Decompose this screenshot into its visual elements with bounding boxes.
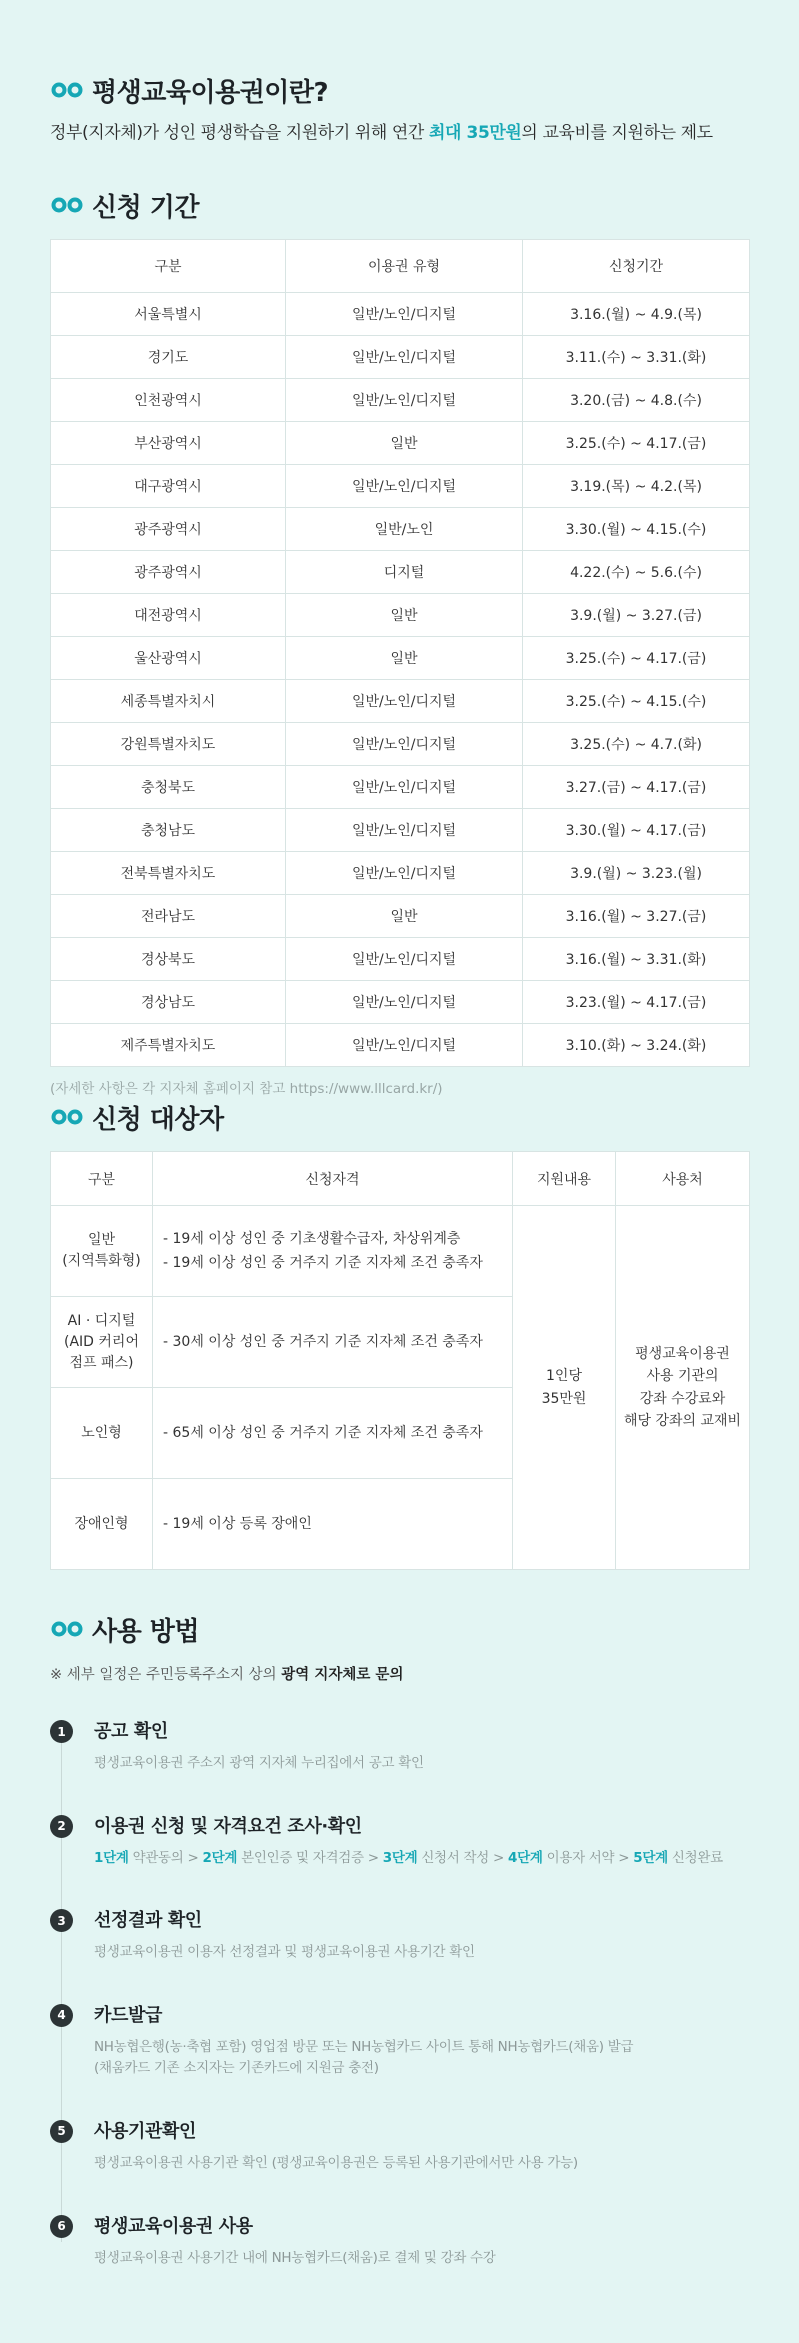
step-item bbox=[50, 1720, 750, 1775]
table-cell: 3.16.(월) ~ 3.31.(화) bbox=[523, 938, 750, 981]
step-number: 2 bbox=[50, 1815, 73, 1838]
table-cell: 3.9.(월) ~ 3.23.(월) bbox=[523, 852, 750, 895]
step-description bbox=[94, 1848, 750, 1870]
table-cell: 대전광역시 bbox=[51, 594, 286, 637]
intro-section bbox=[50, 70, 750, 143]
table-row bbox=[51, 551, 750, 594]
stage-label: 1단계 bbox=[94, 1849, 129, 1866]
table-row bbox=[51, 981, 750, 1024]
table-cell: 3.10.(화) ~ 3.24.(화) bbox=[523, 1024, 750, 1067]
step-item bbox=[50, 1815, 750, 1870]
table-cell: 3.11.(수) ~ 3.31.(화) bbox=[523, 336, 750, 379]
qualification-line: - 19세 이상 성인 중 거주지 기준 지자체 조건 충족자 bbox=[163, 1255, 483, 1271]
step-description bbox=[94, 2037, 750, 2080]
table-cell: 세종특별자치시 bbox=[51, 680, 286, 723]
qualification-cell bbox=[153, 1206, 513, 1297]
table-cell: 일반/노인/디지털 bbox=[286, 293, 523, 336]
table-cell: 4.22.(수) ~ 5.6.(수) bbox=[523, 551, 750, 594]
target-table bbox=[50, 1151, 750, 1570]
usage-line: 강좌 수강료와 bbox=[639, 1390, 726, 1407]
table-cell: 일반/노인/디지털 bbox=[286, 809, 523, 852]
qualification-line: - 65세 이상 성인 중 거주지 기준 지자체 조건 충족자 bbox=[163, 1424, 483, 1441]
table-cell: 3.20.(금) ~ 4.8.(수) bbox=[523, 379, 750, 422]
table-cell: 3.9.(월) ~ 3.27.(금) bbox=[523, 594, 750, 637]
table-cell: 충청북도 bbox=[51, 766, 286, 809]
table-cell: 일반/노인/디지털 bbox=[286, 680, 523, 723]
table-cell: 대구광역시 bbox=[51, 465, 286, 508]
step-description bbox=[94, 2153, 750, 2175]
step-description-line: 평생교육이용권 사용기간 내에 NH농협카드(채움)로 결제 및 강좌 수강 bbox=[94, 2249, 496, 2266]
table-row bbox=[51, 336, 750, 379]
category-cell bbox=[51, 1479, 153, 1570]
step-number: 5 bbox=[50, 2120, 73, 2143]
support-line: 35만원 bbox=[541, 1390, 587, 1407]
table-row bbox=[51, 766, 750, 809]
target-section bbox=[50, 1097, 750, 1570]
stage-text: 이용자 서약 > bbox=[542, 1849, 634, 1866]
qualification-line: - 30세 이상 성인 중 거주지 기준 지자체 조건 충족자 bbox=[163, 1333, 483, 1350]
table-cell: 광주광역시 bbox=[51, 551, 286, 594]
category-cell bbox=[51, 1297, 153, 1388]
step-title: 카드발급 bbox=[94, 2004, 162, 2026]
infinity-icon bbox=[50, 82, 84, 98]
table-row bbox=[51, 379, 750, 422]
table-cell: 3.23.(월) ~ 4.17.(금) bbox=[523, 981, 750, 1024]
target-header: 신청자격 bbox=[153, 1152, 513, 1206]
table-cell: 서울특별시 bbox=[51, 293, 286, 336]
table-row bbox=[51, 809, 750, 852]
step-title: 이용권 신청 및 자격요건 조사·확인 bbox=[94, 1815, 362, 1837]
step-number: 4 bbox=[50, 2004, 73, 2027]
table-cell: 인천광역시 bbox=[51, 379, 286, 422]
table-cell: 일반 bbox=[286, 637, 523, 680]
category-line: AI · 디지털 bbox=[67, 1312, 136, 1329]
category-line: 장애인형 bbox=[74, 1515, 129, 1532]
qualification-line: - 19세 이상 등록 장애인 bbox=[163, 1515, 312, 1532]
category-line: 일반 bbox=[87, 1232, 116, 1248]
stage-text: 신청완료 bbox=[667, 1849, 723, 1866]
stage-label: 3단계 bbox=[382, 1849, 418, 1866]
step-number: 1 bbox=[50, 1720, 73, 1743]
step-number: 3 bbox=[50, 1909, 73, 1932]
category-line: (AID 커리어 bbox=[64, 1333, 139, 1350]
table-cell: 강원특별자치도 bbox=[51, 723, 286, 766]
table-row bbox=[51, 594, 750, 637]
table-cell: 전라남도 bbox=[51, 895, 286, 938]
infinity-icon bbox=[50, 197, 84, 213]
table-cell: 3.30.(월) ~ 4.17.(금) bbox=[523, 809, 750, 852]
step-description-line: (채움카드 기존 소지자는 기존카드에 지원금 충전) bbox=[94, 2060, 379, 2077]
step-title: 평생교육이용권 사용 bbox=[94, 2215, 253, 2237]
table-row bbox=[51, 852, 750, 895]
table-cell: 3.25.(수) ~ 4.15.(수) bbox=[523, 680, 750, 723]
table-cell: 울산광역시 bbox=[51, 637, 286, 680]
table-cell: 일반 bbox=[286, 895, 523, 938]
table-cell: 3.30.(월) ~ 4.15.(수) bbox=[523, 508, 750, 551]
step-item bbox=[50, 1909, 750, 1964]
category-line: 점프 패스) bbox=[69, 1354, 134, 1371]
step-description-line: NH농협은행(농·축협 포함) 영업점 방문 또는 NH농협카드 사이트 통해 NH농협카드(채움) 발급 bbox=[94, 2038, 634, 2055]
period-note: (자세한 사항은 각 지자체 홈페이지 참고 https://www.lllcard.kr/) bbox=[50, 1081, 443, 1097]
table-cell: 3.25.(수) ~ 4.17.(금) bbox=[523, 637, 750, 680]
step-title: 선정결과 확인 bbox=[94, 1910, 202, 1932]
table-row bbox=[51, 1206, 750, 1297]
table-cell: 일반/노인/디지털 bbox=[286, 336, 523, 379]
table-cell: 부산광역시 bbox=[51, 422, 286, 465]
table-cell: 일반/노인/디지털 bbox=[286, 938, 523, 981]
qualification-cell bbox=[153, 1479, 513, 1570]
infinity-icon bbox=[50, 1621, 84, 1637]
step-item bbox=[50, 2120, 750, 2175]
usage-line: 평생교육이용권 bbox=[635, 1345, 730, 1362]
step-number: 6 bbox=[50, 2215, 73, 2238]
step-description-line: 평생교육이용권 주소지 광역 지자체 누리집에서 공고 확인 bbox=[94, 1755, 424, 1771]
table-cell: 경상북도 bbox=[51, 938, 286, 981]
intro-title: 평생교육이용권이란? bbox=[92, 77, 329, 108]
table-cell: 경상남도 bbox=[51, 981, 286, 1024]
step-title: 사용기관확인 bbox=[94, 2120, 196, 2142]
table-cell: 일반/노인/디지털 bbox=[286, 981, 523, 1024]
target-title: 신청 대상자 bbox=[92, 1104, 224, 1135]
category-line: 노인형 bbox=[81, 1424, 122, 1441]
table-cell: 일반/노인/디지털 bbox=[286, 852, 523, 895]
table-cell: 3.19.(목) ~ 4.2.(목) bbox=[523, 465, 750, 508]
step-item bbox=[50, 2004, 750, 2080]
stage-label: 4단계 bbox=[508, 1849, 543, 1866]
step-item bbox=[50, 2215, 750, 2270]
target-header: 지원내용 bbox=[513, 1152, 616, 1206]
infinity-icon bbox=[50, 1109, 84, 1125]
period-header: 이용권 유형 bbox=[286, 240, 523, 293]
stage-label: 5단계 bbox=[633, 1849, 668, 1866]
usage-line: 해당 강좌의 교재비 bbox=[623, 1412, 742, 1429]
stage-text: 신청서 작성 > bbox=[417, 1849, 509, 1866]
stage-text: 약관동의 > bbox=[128, 1849, 203, 1866]
period-section bbox=[50, 185, 750, 1097]
table-row bbox=[51, 938, 750, 981]
usage-cell bbox=[616, 1206, 750, 1570]
table-cell: 일반 bbox=[286, 422, 523, 465]
target-header: 사용처 bbox=[616, 1152, 750, 1206]
table-row bbox=[51, 680, 750, 723]
table-row bbox=[51, 508, 750, 551]
period-table bbox=[50, 239, 750, 1067]
usage-title: 사용 방법 bbox=[92, 1616, 200, 1647]
intro-description: 정부(지자체)가 성인 평생학습을 지원하기 위해 연간 최대 35만원의 교육비를 지원하는 제도 bbox=[50, 123, 713, 143]
table-cell: 충청남도 bbox=[51, 809, 286, 852]
table-row bbox=[51, 422, 750, 465]
table-cell: 3.25.(수) ~ 4.7.(화) bbox=[523, 723, 750, 766]
qualification-line: - 19세 이상 성인 중 기초생활수급자, 차상위계층 bbox=[163, 1230, 461, 1247]
table-cell: 3.25.(수) ~ 4.17.(금) bbox=[523, 422, 750, 465]
table-cell: 3.16.(월) ~ 3.27.(금) bbox=[523, 895, 750, 938]
category-cell bbox=[51, 1388, 153, 1479]
table-cell: 일반/노인/디지털 bbox=[286, 1024, 523, 1067]
category-line: (지역특화형) bbox=[62, 1253, 141, 1269]
table-cell: 전북특별자치도 bbox=[51, 852, 286, 895]
table-row bbox=[51, 895, 750, 938]
table-cell: 일반 bbox=[286, 594, 523, 637]
step-description-line: 평생교육이용권 이용자 선정결과 및 평생교육이용권 사용기간 확인 bbox=[94, 1944, 475, 1961]
period-header: 신청기간 bbox=[523, 240, 750, 293]
table-cell: 디지털 bbox=[286, 551, 523, 594]
stage-text: 본인인증 및 자격검증 > bbox=[237, 1849, 383, 1866]
step-description bbox=[94, 1942, 750, 1964]
table-row bbox=[51, 293, 750, 336]
target-header: 구분 bbox=[51, 1152, 153, 1206]
step-title: 공고 확인 bbox=[94, 1721, 168, 1742]
usage-notice: ※ 세부 일정은 주민등록주소지 상의 광역 지자체로 문의 bbox=[50, 1667, 404, 1683]
steps-list bbox=[50, 1720, 750, 2269]
step-description-line: 평생교육이용권 사용기관 확인 (평생교육이용권은 등록된 사용기관에서만 사용 가능) bbox=[94, 2154, 578, 2171]
table-cell: 일반/노인/디지털 bbox=[286, 766, 523, 809]
table-row bbox=[51, 637, 750, 680]
table-row bbox=[51, 465, 750, 508]
stage-label: 2단계 bbox=[202, 1849, 238, 1866]
table-cell: 3.27.(금) ~ 4.17.(금) bbox=[523, 766, 750, 809]
table-cell: 일반/노인/디지털 bbox=[286, 723, 523, 766]
usage-section bbox=[50, 1609, 750, 2269]
period-header: 구분 bbox=[51, 240, 286, 293]
qualification-cell bbox=[153, 1388, 513, 1479]
table-cell: 일반/노인 bbox=[286, 508, 523, 551]
table-cell: 경기도 bbox=[51, 336, 286, 379]
qualification-cell bbox=[153, 1297, 513, 1388]
step-description bbox=[94, 1753, 750, 1775]
table-cell: 일반/노인/디지털 bbox=[286, 465, 523, 508]
table-cell: 광주광역시 bbox=[51, 508, 286, 551]
intro-highlight: 최대 35만원 bbox=[428, 123, 522, 143]
table-row bbox=[51, 1024, 750, 1067]
usage-line: 사용 기관의 bbox=[646, 1368, 719, 1385]
table-cell: 3.16.(월) ~ 4.9.(목) bbox=[523, 293, 750, 336]
period-title: 신청 기간 bbox=[92, 192, 200, 223]
step-description bbox=[94, 2248, 750, 2270]
support-line: 1인당 bbox=[546, 1368, 582, 1385]
category-cell bbox=[51, 1206, 153, 1297]
support-cell bbox=[513, 1206, 616, 1570]
table-row bbox=[51, 723, 750, 766]
table-cell: 제주특별자치도 bbox=[51, 1024, 286, 1067]
table-cell: 일반/노인/디지털 bbox=[286, 379, 523, 422]
